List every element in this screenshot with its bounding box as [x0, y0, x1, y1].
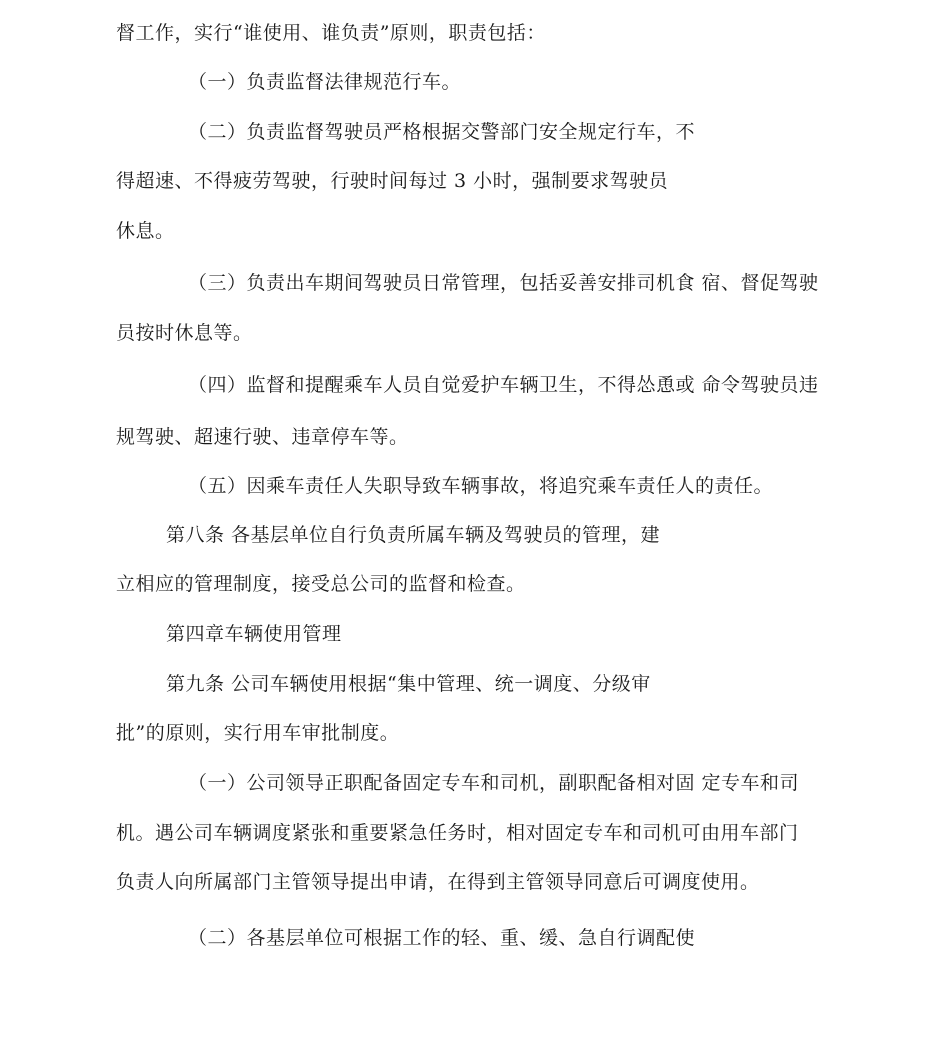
text-line: 休息。 — [116, 220, 175, 242]
text-line: 第九条 公司车辆使用根据“集中管理、统一调度、分级审 — [166, 673, 651, 695]
text-line: （一）负责监督法律规范行车。 — [188, 71, 462, 93]
text-line: （五）因乘车责任人失职导致车辆事故，将追究乘车责任人的责任。 — [188, 475, 774, 497]
text-line: 立相应的管理制度，接受总公司的监督和检查。 — [116, 573, 526, 595]
text-line: 得超速、不得疲劳驾驶，行驶时间每过 3 小时，强制要求驾驶员 — [116, 170, 669, 192]
text-line: 批”的原则，实行用车审批制度。 — [116, 722, 400, 744]
text-line: （二）各基层单位可根据工作的轻、重、缓、急自行调配使 — [188, 927, 696, 949]
text-line: （一）公司领导正职配备固定专车和司机，副职配备相对固 定专车和司 — [188, 772, 800, 794]
text-line: 督工作，实行“谁使用、谁负责”原则，职责包括： — [116, 22, 546, 44]
text-line: 负责人向所属部门主管领导提出申请，在得到主管领导同意后可调度使用。 — [116, 871, 760, 893]
text-line: 规驾驶、超速行驶、违章停车等。 — [116, 426, 409, 448]
text-line: 第八条 各基层单位自行负责所属车辆及驾驶员的管理，建 — [166, 524, 661, 546]
text-line: （四）监督和提醒乘车人员自觉爱护车辆卫生，不得怂恿或 命令驾驶员违 — [188, 374, 819, 396]
text-line: 机。遇公司车辆调度紧张和重要紧急任务时，相对固定专车和司机可由用车部门 — [116, 822, 799, 844]
text-line: 员按时休息等。 — [116, 322, 253, 344]
text-line: （三）负责出车期间驾驶员日常管理，包括妥善安排司机食 宿、督促驾驶 — [188, 272, 819, 294]
text-line: （二）负责监督驾驶员严格根据交警部门安全规定行车，不 — [188, 121, 696, 143]
section-heading: 第四章车辆使用管理 — [166, 623, 342, 645]
